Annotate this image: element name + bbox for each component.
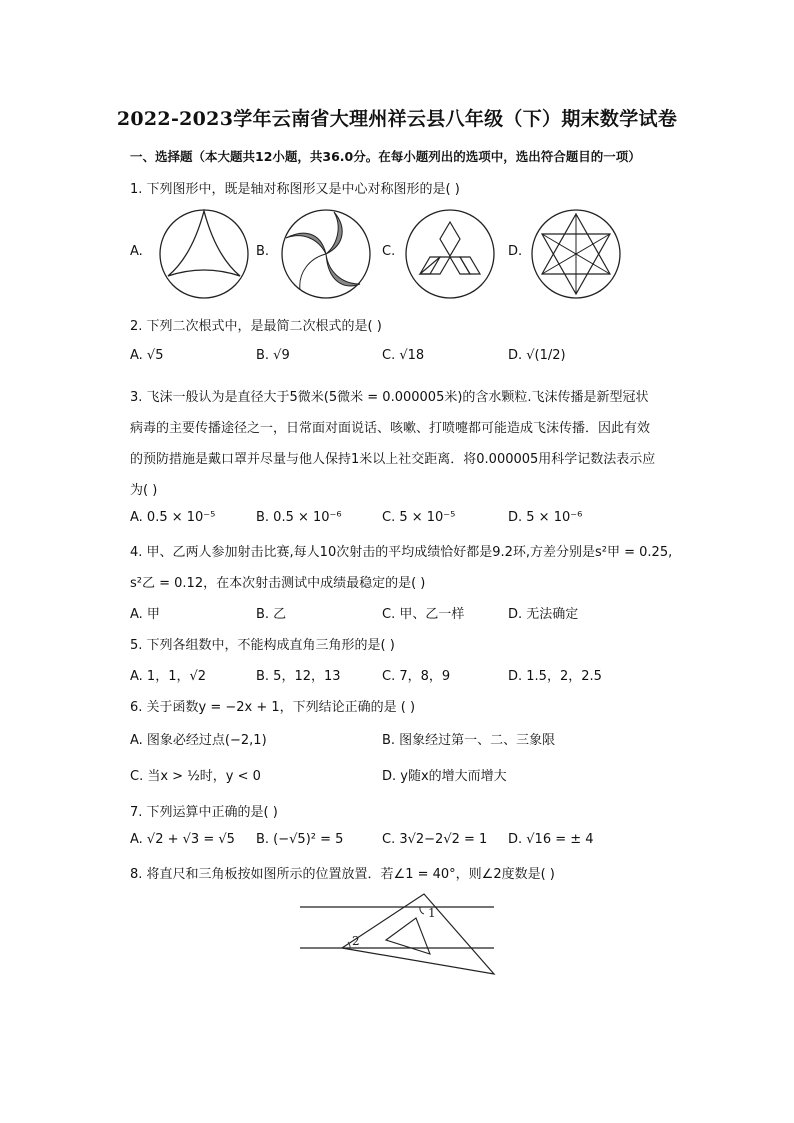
- q6-option-b: B. 图象经过第一、二、三象限: [382, 733, 556, 748]
- q2-option-d: D. √(1/2): [508, 348, 566, 363]
- q5-option-b: B. 5，12，13: [256, 669, 341, 684]
- question-3-line-4: 为( ): [130, 483, 158, 498]
- question-6-stem: 6. 关于函数y = −2x + 1，下列结论正确的是 ( ): [130, 700, 416, 715]
- section-heading: 一、选择题（本大题共12小题，共36.0分。在每小题列出的选项中，选出符合题目的一项）: [130, 149, 641, 164]
- q7-option-d: D. √16 = ± 4: [508, 832, 594, 847]
- q7-option-b: B. (−√5)² = 5: [256, 832, 344, 847]
- q1-figure-c-three-diamonds: [404, 208, 496, 300]
- q4-option-d: D. 无法确定: [508, 607, 579, 622]
- question-1-stem: 1. 下列图形中，既是轴对称图形又是中心对称图形的是( ): [130, 182, 460, 197]
- q8-angle-1-label: 1: [428, 906, 436, 920]
- question-3-line-3: 的预防措施是戴口罩并尽量与他人保持1米以上社交距离．将0.000005用科学记数法表示应: [130, 452, 656, 467]
- q8-figure-ruler-triangle: [296, 890, 500, 982]
- q7-option-a: A. √2 + √3 = √5: [130, 832, 235, 847]
- q5-option-d: D. 1.5，2，2.5: [508, 669, 602, 684]
- q3-option-c: C. 5 × 10⁻⁵: [382, 510, 456, 525]
- question-2-stem: 2. 下列二次根式中，是最简二次根式的是( ): [130, 319, 382, 334]
- q1-option-d-label: D.: [508, 244, 523, 259]
- question-4-line-1: 4. 甲、乙两人参加射击比赛,每人10次射击的平均成绩恰好都是9.2环,方差分别是s²甲 = 0.25,: [130, 545, 673, 560]
- q6-option-c: C. 当x > ½时，y < 0: [130, 769, 261, 784]
- question-4-line-2: s²乙 = 0.12，在本次射击测试中成绩最稳定的是( ): [130, 576, 426, 591]
- q6-option-a: A. 图象必经过点(−2,1): [130, 733, 267, 748]
- q1-option-c-label: C.: [382, 244, 396, 259]
- q2-option-c: C. √18: [382, 348, 425, 363]
- q4-option-b: B. 乙: [256, 607, 287, 622]
- q1-figure-d-six-point-star: [530, 208, 622, 300]
- q1-option-a-label: A.: [130, 244, 143, 259]
- q8-angle-2-label: 2: [352, 934, 360, 948]
- q3-option-b: B. 0.5 × 10⁻⁶: [256, 510, 342, 525]
- q2-option-b: B. √9: [256, 348, 290, 363]
- q3-option-d: D. 5 × 10⁻⁶: [508, 510, 583, 525]
- q1-figure-a-curved-triangle: [158, 208, 250, 300]
- question-7-stem: 7. 下列运算中正确的是( ): [130, 805, 278, 820]
- question-8-stem: 8. 将直尺和三角板按如图所示的位置放置．若∠1 = 40°，则∠2度数是( ): [130, 867, 555, 882]
- q1-option-b-label: B.: [256, 244, 270, 259]
- q5-option-a: A. 1，1，√2: [130, 669, 207, 684]
- q3-option-a: A. 0.5 × 10⁻⁵: [130, 510, 216, 525]
- question-3-line-1: 3. 飞沫一般认为是直径大于5微米(5微米 = 0.000005米)的含水颗粒.飞沫传播是新型冠状: [130, 390, 649, 405]
- exam-title: 2022-2023学年云南省大理州祥云县八年级（下）期末数学试卷: [116, 108, 678, 130]
- q4-option-a: A. 甲: [130, 607, 160, 622]
- question-3-line-2: 病毒的主要传播途径之一，日常面对面说话、咳嗽、打喷嚏都可能造成飞沫传播．因此有效: [130, 421, 651, 436]
- q4-option-c: C. 甲、乙一样: [382, 607, 465, 622]
- q2-option-a: A. √5: [130, 348, 164, 363]
- q5-option-c: C. 7，8，9: [382, 669, 451, 684]
- q1-figure-b-triskelion: [280, 208, 372, 300]
- q7-option-c: C. 3√2−2√2 = 1: [382, 832, 488, 847]
- question-5-stem: 5. 下列各组数中，不能构成直角三角形的是( ): [130, 638, 395, 653]
- q6-option-d: D. y随x的增大而增大: [382, 769, 507, 784]
